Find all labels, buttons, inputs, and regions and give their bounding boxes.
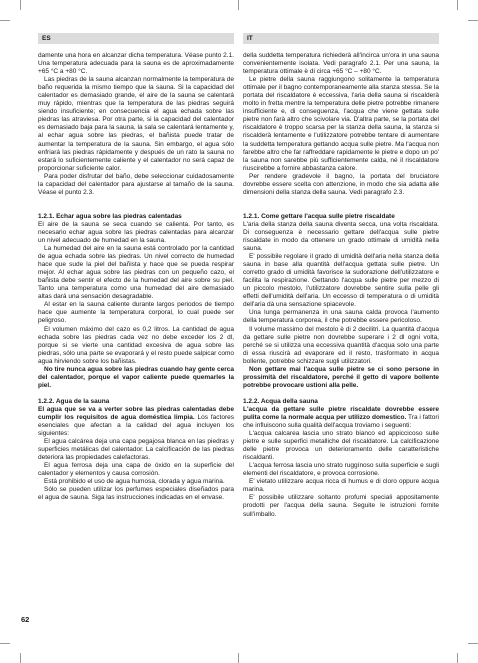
- paragraph: E' vietato utilizzare acqua ricca di humus e di cloro oppure acqua marina.: [243, 478, 439, 494]
- page-number: 62: [21, 615, 30, 624]
- crop-mark-top-left: [0, 20, 10, 21]
- warning-text: Non gettare mai l'acqua sulle pietre se ci sono persone in prossimità del riscaldatore, perché il getto di vapore bollente potrebbe provocare ustioni alla pelle.: [243, 365, 439, 389]
- language-header-es: [38, 33, 234, 44]
- paragraph: [38, 406, 234, 438]
- column-spanish: [38, 52, 234, 502]
- crop-mark-bottom-right-v: [457, 653, 458, 663]
- paragraph: E' possibile utilizzare soltanto profumi speciali appositamente prodotti per l'acqua della sauna. Seguite le istruzioni fornite sull'imballo.: [243, 494, 439, 518]
- paragraph: Está prohibido el uso de agua humosa, clorada y agua marina.: [44, 478, 225, 486]
- paragraph: Las piedras de la sauna alcanzan normalmente la temperatura de baño requerida la mismo tiempo que la sauna. Si la capacidad del calentador es demasiado grande, el aire de la sauna se calentará muy rápido, mientras que la temperatura de las piedras seguirá siendo insuficiente; en consecuencia el agua echada sobre las piedras las atraviesa. Por otra parte, si la capacidad del calentador es demasiado baja para la sauna, la sala se calentará lentamente y, al echar agua sobre las piedras, el bañista puede tratar de aumentar la temperatura de la sauna. Sin embargo, el agua sólo enfriará las piedras rápidamente y después de un rato la sauna no estará lo suficientemente caliente y el calentador no será capaz de proporcionar suficiente calor.: [38, 76, 234, 172]
- paragraph: damente una hora en alcanzar dicha temperatura. Véase punto 2.1. Una temperatura adecuada para la sauna es de aproximadamente +65 °C a +80 °C.: [38, 52, 234, 76]
- paragraph: Al estar en la sauna caliente durante largos periodos de tiempo hace que aumente la temperatura corporal, lo cual puede ser peligroso.: [38, 301, 234, 325]
- crop-mark-bottom-center: [238, 653, 239, 663]
- paragraph: Para poder disfrutar del baño, debe seleccionar cuidadosamente la capacidad del calentador para ajustarse al tamaño de la sauna. Véase el punto 2.3.: [38, 172, 234, 196]
- crop-mark-top-left-v: [20, 0, 21, 10]
- paragraph: Le pietre della sauna raggiungono solitamente la temperatura ottimale per il bagno contemporaneamente alla stanza stessa. Se la portata del riscaldatore è eccessiva, l'aria della sauna si riscalderà molto in fretta mentre la temperatura delle pietre potrebbe rimanere insufficiente e, di conseguenza, l'acqua che viene gettata sulle pietre non farà altro che scivolare via. D'altra parte, se la portata del riscaldatore è troppo scarsa per la stanza della sauna, la stanza si riscalderà lentamente e l'utilizzatore potrebbe tentare di aumentare la suddetta temperatura gettando acqua sulle pietre. Ma l'acqua non farebbe altro che far raffreddare rapidamente le pietre e dopo un po' la sauna non sarebbe più sufficientemente calda, né il riscaldatore riuscirebbe a fornire abbastanza calore.: [243, 76, 440, 172]
- section-heading: 1.2.1. Come gettare l'acqua sulle pietre riscaldate: [243, 212, 395, 220]
- paragraph: Sólo se pueden utilizar los perfumes especiales diseñados para el agua de sauna. Siga las instrucciones indicadas en el envase.: [38, 486, 234, 502]
- crop-mark-bottom-right: [468, 643, 478, 644]
- paragraph: E' possibile regolare il grado di umidità dell'aria nella stanza della sauna in base alla quantità dell'acqua gettata sulle pietre. Un corretto grado di umidità favorisce la sudorazione dell'utilizzatore e facilita la respirazione. Gettando l'acqua sulle pietre per mezzo di un piccolo mestolo, l'utilizzatore dovrebbe sentire sulla pelle gli effetti dell'umidità dell'aria. Un eccesso di temperatura o di umidità dell'aria dà una sensazione spiacevole.: [243, 253, 439, 309]
- paragraph: L'acqua calcarea lascia uno strato bianco ed appiccicoso sulle pietre e sulle superfici metalliche del riscaldatore. La calcificazione delle pietre provoca un deterioramento delle caratteristiche riscaldanti.: [243, 430, 439, 462]
- crop-mark-top-right: [468, 20, 478, 21]
- lead-rest: Los factores esenciales que afectan a la calidad del agua incluyen los siguientes:: [38, 413, 234, 438]
- section-heading: 1.2.2. Agua de la sauna: [38, 397, 110, 405]
- crop-mark-bottom-left: [0, 643, 10, 644]
- column-italian: [243, 52, 439, 519]
- language-label-it: IT: [247, 35, 253, 42]
- paragraph: L'acqua ferrosa lascia uno strato ruggínoso sulla superficie e sugli elementi del riscaldatore, e provoca corrosione.: [243, 462, 439, 478]
- crop-mark-top-center: [238, 0, 239, 10]
- paragraph: della suddetta temperatura richiederà all'incirca un'ora in una sauna convenientemente isolata. Vedi paragrafo 2.1. Per una sauna, la temperatura ottimale è di circa +65 °C – +80 °C.: [243, 52, 439, 76]
- paragraph: Il volume massimo del mestolo è di 2 decilitri. La quantità d'acqua da gettare sulle pietre non dovrebbe superare i 2 dl ogni volta, perché se si utilizza una eccessiva quantità d'acqua solo una parte di essa riuscirà ad evaporare ed il resto, trasformato in acqua bollente, potrebbe schizzare sugli utilizzatori.: [243, 325, 439, 365]
- paragraph: El agua ferrosa deja una capa de óxido en la superficie del calentador y elementos y causa corrosión.: [38, 462, 234, 478]
- paragraph: L'aria della stanza della sauna diventa secca, una volta riscaldata. Di conseguenza è necessario gettare dell'acqua sulle pietre riscaldate in modo da ottenere un grado ottimale di umidità nella sauna.: [243, 220, 439, 253]
- paragraph: El agua calcárea deja una capa pegajosa blanca en las piedras y superficies metálicas del calentador. La calcificación de las piedras deteriora las propiedades calefactoras.: [38, 438, 234, 462]
- section-heading: 1.2.1. Echar agua sobre las piedras calentadas: [38, 212, 182, 220]
- crop-mark-top-right-v: [457, 0, 458, 10]
- paragraph: El aire de la sauna se seca cuando se calienta. Por tanto, es necesario echar agua sobre las piedras calentadas para alcanzar un nivel adecuado de humedad en la sauna.: [38, 220, 234, 244]
- warning-text: No tire nunca agua sobre las piedras cuando hay gente cerca del calentador, porque el vapor caliente puede quemarles la piel.: [38, 365, 234, 389]
- section-heading: 1.2.2. Acqua della sauna: [243, 397, 318, 405]
- paragraph: La humedad del aire en la sauna está controlado por la cantidad de agua echada sobre las piedras. Un nivel correcto de humedad hace que sude la piel del bañista y hace que se pueda respirar mejor. Al echar agua sobre las piedras con un pequeño cazo, el bañista debe sentir el efecto de la humedad del aire sobre su piel. Tanto una temperatura como una humedad del aire demasiado altas dará una sensación desagradable.: [38, 245, 234, 301]
- paragraph: [243, 406, 439, 430]
- paragraph: Per rendere gradevole il bagno, la portata del bruciatore dovrebbe essere scelta con attenzione, in modo che sia adatta alle dimensioni della stanza della sauna. Vedi paragrafo 2.3.: [243, 172, 439, 196]
- lead-rest: Tra i fattori che influiscono sulla qualità dell'acqua troviamo i seguenti:: [243, 413, 439, 430]
- lead-bold: El agua que se va a verter sobre las piedras calentadas debe cumplir los requisitos de agua doméstica limpia.: [38, 405, 234, 421]
- lead-bold: L'acqua da gettare sulle pietre riscaldate dovrebbe essere pulita come la normale acqua per utilizzo domestico.: [243, 405, 439, 421]
- paragraph: El volumen máximo del cazo es 0,2 litros. La cantidad de agua echada sobre las piedras cada vez no debe exceder los 2 dl, porque si se vierte una cantidad excesiva de agua sobre las piedras, sólo una parte se evaporará y el resto puede salpicar como agua hirviendo sobre los bañistas.: [38, 325, 234, 365]
- language-label-es: ES: [42, 35, 51, 42]
- crop-mark-bottom-left-v: [20, 653, 21, 663]
- language-header-it: [243, 33, 439, 44]
- paragraph: Una lunga permanenza in una sauna calda provoca l'aumento della temperatura corporea, il che potrebbe essere pericoloso.: [243, 309, 439, 325]
